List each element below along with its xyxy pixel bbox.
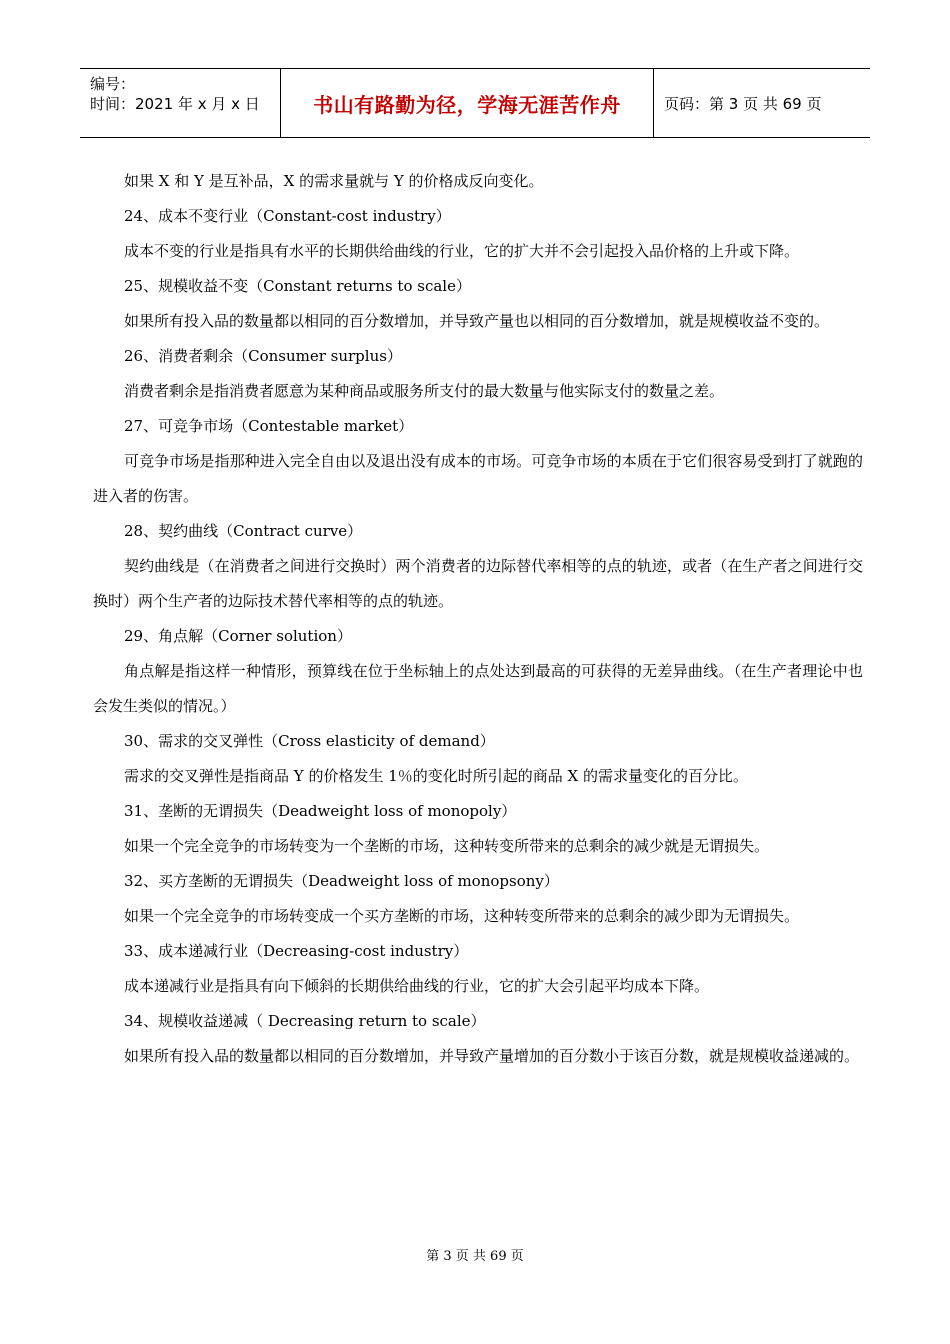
term-heading: 24、成本不变行业（Constant-cost industry） bbox=[124, 207, 451, 225]
paragraph: 可竞争市场是指那种进入完全自由以及退出没有成本的市场。可竞争市场的本质在于它们很容易受到打了就跑的进入者的伤害。 bbox=[93, 452, 863, 505]
paragraph: 契约曲线是（在消费者之间进行交换时）两个消费者的边际替代率相等的点的轨迹，或者（在生产者之间进行交换时）两个生产者的边际技术替代率相等的点的轨迹。 bbox=[93, 557, 863, 610]
term-heading: 34、规模收益递减（ Decreasing return to scale） bbox=[124, 1012, 486, 1030]
term-heading: 26、消费者剩余（Consumer surplus） bbox=[124, 347, 402, 365]
page-header bbox=[80, 68, 870, 138]
term-heading: 33、成本递减行业（Decreasing-cost industry） bbox=[124, 942, 469, 960]
document-number-label: 编号： bbox=[90, 75, 136, 93]
term-heading: 27、可竞争市场（Contestable market） bbox=[124, 417, 414, 435]
paragraph: 需求的交叉弹性是指商品 Y 的价格发生 1％的变化时所引起的商品 X 的需求量变化的百分比。 bbox=[124, 767, 748, 785]
header-motto-cell bbox=[281, 69, 654, 137]
paragraph: 成本不变的行业是指具有水平的长期供给曲线的行业，它的扩大并不会引起投入品价格的上升或下降。 bbox=[124, 242, 800, 260]
term-heading: 32、买方垄断的无谓损失（Deadweight loss of monopsony） bbox=[124, 872, 559, 890]
paragraph: 角点解是指这样一种情形，预算线在位于坐标轴上的点处达到最高的可获得的无差异曲线。（在生产者理论中也会发生类似的情况。） bbox=[93, 662, 863, 715]
term-heading: 29、角点解（Corner solution） bbox=[124, 627, 352, 645]
header-meta-cell bbox=[80, 69, 281, 137]
paragraph: 消费者剩余是指消费者愿意为某种商品或服务所支付的最大数量与他实际支付的数量之差。 bbox=[124, 382, 725, 400]
paragraph: 如果一个完全竞争的市场转变成一个买方垄断的市场，这种转变所带来的总剩余的减少即为无谓损失。 bbox=[124, 907, 800, 925]
paragraph: 如果所有投入品的数量都以相同的百分数增加，并导致产量也以相同的百分数增加，就是规模收益不变的。 bbox=[124, 312, 830, 330]
document-date-label: 时间：2021 年 x 月 x 日 bbox=[90, 95, 260, 113]
paragraph: 如果一个完全竞争的市场转变为一个垄断的市场，这种转变所带来的总剩余的减少就是无谓损失。 bbox=[124, 837, 770, 855]
page-footer: 第 3 页 共 69 页 bbox=[426, 1249, 524, 1264]
header-motto: 书山有路勤为径，学海无涯苦作舟 bbox=[313, 92, 621, 117]
term-heading: 28、契约曲线（Contract curve） bbox=[124, 522, 363, 540]
paragraph: 成本递减行业是指具有向下倾斜的长期供给曲线的行业，它的扩大会引起平均成本下降。 bbox=[124, 977, 710, 995]
term-heading: 30、需求的交叉弹性（Cross elasticity of demand） bbox=[124, 732, 495, 750]
header-page-cell bbox=[654, 69, 870, 137]
document-body bbox=[93, 164, 863, 1074]
paragraph: 如果所有投入品的数量都以相同的百分数增加，并导致产量增加的百分数小于该百分数，就是规模收益递减的。 bbox=[124, 1047, 860, 1065]
paragraph: 如果 X 和 Y 是互补品，X 的需求量就与 Y 的价格成反向变化。 bbox=[124, 172, 544, 190]
term-heading: 31、垄断的无谓损失（Deadweight loss of monopoly） bbox=[124, 802, 517, 820]
term-heading: 25、规模收益不变（Constant returns to scale） bbox=[124, 277, 471, 295]
header-page-info: 页码：第 3 页 共 69 页 bbox=[664, 94, 822, 113]
